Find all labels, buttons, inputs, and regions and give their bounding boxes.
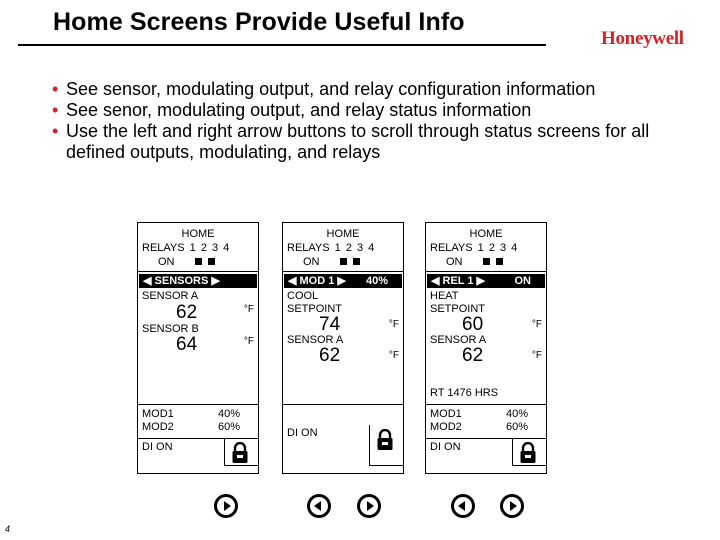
title-divider: [18, 44, 546, 46]
home-label: HOME: [181, 228, 215, 240]
sensor-a-value: 62: [319, 345, 341, 366]
mod2-label: MOD2: [142, 421, 174, 433]
digital-input-status: DI ON: [287, 427, 318, 439]
mod2-row: [430, 421, 540, 434]
relay-1-indicator: [195, 258, 202, 265]
mod1-label: MOD1: [430, 408, 462, 420]
screen-body: [138, 272, 258, 405]
selected-screen-label: ◀ SENSORS ▶: [143, 275, 220, 287]
bullet-text: See senor, modulating output, and relay status information: [66, 100, 532, 120]
relay-2-indicator: [496, 258, 503, 265]
footer-divider: [369, 425, 370, 465]
footer-divider: [224, 465, 259, 466]
screen-footer: [426, 439, 546, 473]
footer-divider: [369, 465, 404, 466]
left-arrow-button[interactable]: [307, 494, 331, 518]
bullet-item: [52, 100, 672, 121]
relay-on-label: ON: [303, 256, 320, 268]
selected-screen-bar: [139, 274, 257, 288]
bullet-text: See sensor, modulating output, and relay configuration information: [66, 79, 596, 99]
mode-label: HEAT: [430, 290, 459, 302]
screen-header: [283, 223, 403, 272]
mod2-row: [142, 421, 252, 434]
modulation-summary: [138, 405, 258, 439]
bullet-dot: •: [52, 79, 59, 99]
digital-input-status: DI ON: [430, 441, 461, 453]
honeywell-logo: Honeywell: [601, 28, 684, 49]
mod1-label: MOD1: [142, 408, 174, 420]
selected-screen-bar: [284, 274, 402, 288]
sensor-a-unit: °F: [531, 350, 542, 361]
selected-screen-label: ◀ REL 1 ▶: [431, 275, 486, 287]
bullet-list: [52, 79, 672, 163]
sensor-a-label: SENSOR A: [430, 334, 487, 346]
sensor-a-value: 62: [462, 345, 484, 366]
right-arrow-button[interactable]: [500, 494, 524, 518]
mod1-row: [430, 408, 540, 421]
modulation-summary: [426, 405, 546, 439]
screen-header: [426, 223, 546, 272]
footer-divider: [512, 439, 513, 465]
bullet-dot: •: [52, 121, 59, 141]
sensor-b-unit: °F: [243, 336, 254, 347]
right-arrow-icon: [224, 501, 231, 511]
sensor-a-unit: °F: [243, 304, 254, 315]
mod2-label: MOD2: [430, 421, 462, 433]
lock-icon: [519, 442, 537, 464]
left-arrow-icon: [314, 501, 321, 511]
setpoint-value: 74: [319, 314, 341, 335]
screen-body: [283, 272, 403, 405]
relays-label: RELAYS 1 2 3 4: [287, 242, 375, 254]
right-arrow-button[interactable]: [357, 494, 381, 518]
runtime-label: RT 1476 HRS: [430, 387, 499, 399]
footer-divider: [512, 465, 547, 466]
home-label: HOME: [326, 228, 360, 240]
mod1-row: [142, 408, 252, 421]
footer-divider: [224, 439, 225, 465]
sensor-a-value: 62: [176, 302, 198, 323]
setpoint-label: SETPOINT: [287, 303, 343, 315]
left-arrow-button[interactable]: [451, 494, 475, 518]
relay-2-indicator: [208, 258, 215, 265]
bullet-item: [52, 121, 672, 163]
lock-icon: [231, 442, 249, 464]
mod1-value: 40%: [505, 408, 528, 420]
setpoint-unit: °F: [531, 319, 542, 330]
relay-on-label: ON: [446, 256, 463, 268]
mod2-value: 60%: [505, 421, 528, 433]
right-arrow-icon: [510, 501, 517, 511]
bullet-item: [52, 79, 672, 100]
relay-on-label: ON: [158, 256, 175, 268]
mode-label: COOL: [287, 290, 319, 302]
sensor-a-label: SENSOR A: [287, 334, 344, 346]
selected-screen-value: ON: [514, 275, 531, 287]
page-number: 4: [5, 524, 11, 534]
screen-footer: [138, 439, 258, 473]
relay-1-indicator: [340, 258, 347, 265]
screen-header: [138, 223, 258, 272]
left-arrow-icon: [458, 501, 465, 511]
right-arrow-button[interactable]: [214, 494, 238, 518]
setpoint-unit: °F: [388, 319, 399, 330]
screen-footer: [283, 427, 403, 473]
right-arrow-icon: [367, 501, 374, 511]
device-screen-relay1: [425, 222, 547, 474]
sensor-b-label: SENSOR B: [142, 323, 199, 335]
screen-body: [426, 272, 546, 405]
bullet-text: Use the left and right arrow buttons to scroll through status screens for all defined outputs, modulating, and relays: [66, 121, 650, 162]
setpoint-label: SETPOINT: [430, 303, 486, 315]
home-label: HOME: [469, 228, 503, 240]
selected-screen-bar: [427, 274, 545, 288]
mod1-value: 40%: [217, 408, 240, 420]
relay-2-indicator: [353, 258, 360, 265]
device-screen-sensors: [137, 222, 259, 474]
sensor-a-label: SENSOR A: [142, 290, 199, 302]
selected-screen-value: 40%: [365, 275, 388, 287]
device-screen-mod1: [282, 222, 404, 474]
lock-icon: [376, 429, 394, 451]
relays-label: RELAYS 1 2 3 4: [430, 242, 518, 254]
digital-input-status: DI ON: [142, 441, 173, 453]
slide-title: Home Screens Provide Useful Info: [53, 8, 465, 36]
relay-1-indicator: [483, 258, 490, 265]
relays-label: RELAYS 1 2 3 4: [142, 242, 230, 254]
sensor-a-unit: °F: [388, 350, 399, 361]
mod2-value: 60%: [217, 421, 240, 433]
selected-screen-label: ◀ MOD 1 ▶: [288, 275, 346, 287]
setpoint-value: 60: [462, 314, 484, 335]
bullet-dot: •: [52, 100, 59, 120]
sensor-b-value: 64: [176, 334, 198, 355]
